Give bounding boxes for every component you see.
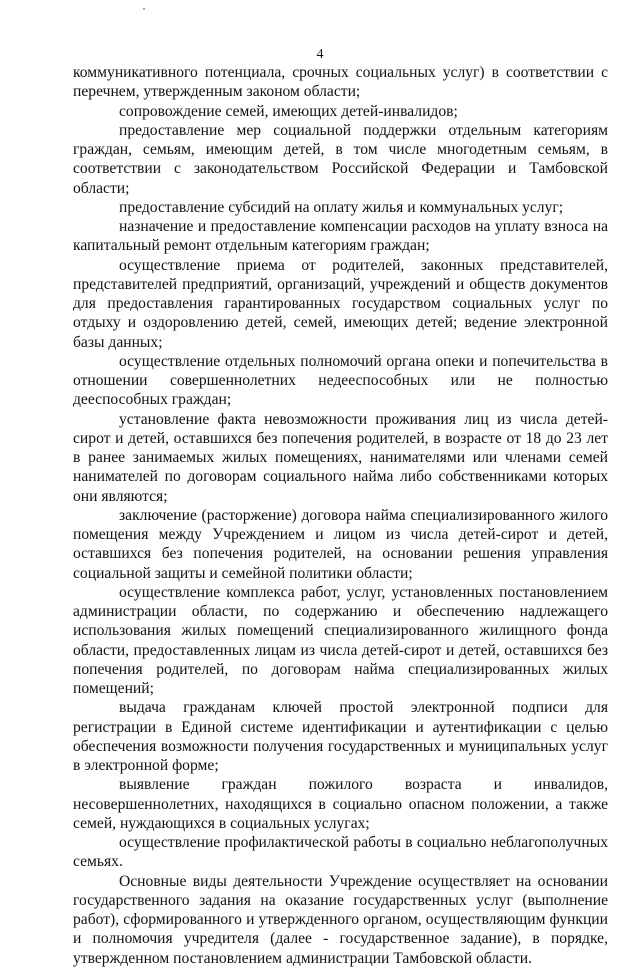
paragraph: сопровождение семей, имеющих детей-инвалидов; bbox=[119, 102, 458, 120]
paragraph: осуществление комплекса работ, услуг, установленных постановлением администрации области, по содержанию и обеспечению надлежащего использования жилых помещений специализированного жилищного фонда области, предоставленных лицам из числа детей-сирот и детей, оставшихся без попечения родителей, по договорам найма специализированных жилых помещений; bbox=[73, 583, 608, 697]
scan-speck bbox=[143, 8, 145, 10]
paragraph: выдача гражданам ключей простой электронной подписи для регистрации в Единой системе идентификации и аутентификации с целью обеспечения возможности получения государственных и муниципальных услуг в электронной форме; bbox=[73, 699, 608, 774]
paragraph: предоставление мер социальной поддержки отдельным категориям граждан, семьям, имеющим детей, в том числе многодетным семьям, в соответствии с законодательством Российской Федерации и Тамбовской области; bbox=[73, 121, 608, 197]
paragraph: заключение (расторжение) договора найма специализированного жилого помещения между Учреждением и лицом из числа детей-сирот и детей, оставшихся без попечения родителей, на основании решения управления социальной защиты и семейной политики области; bbox=[73, 506, 608, 582]
paragraph: Основные виды деятельности Учреждение осуществляет на основании государственного задания на оказание государственных услуг (выполнение работ), сформированного и утвержденного органом, осуществляющим функции и полномочия учредителя (далее - государственное задание), в порядке, утвержденном постановлением администрации Тамбовской области. bbox=[73, 872, 608, 967]
paragraph: выявление граждан пожилого возраста и инвалидов, несовершеннолетних, находящихся в социально опасном положении, а также семей, нуждающихся в социальных услугах; bbox=[73, 776, 608, 832]
paragraph: предоставление субсидий на оплату жилья и коммунальных услуг; bbox=[119, 198, 564, 216]
paragraph: осуществление приема от родителей, законных представителей, представителей предприятий, организаций, учреждений и обществ документов для предоставления гарантированных государством социальных услуг по отдыху и оздоровлению детей, семей, имеющих детей; ведение электронной базы данных; bbox=[73, 256, 608, 351]
paragraph: осуществление профилактической работы в социально неблагополучных семьях. bbox=[73, 834, 608, 871]
paragraph: установление факта невозможности проживания лиц из числа детей-сирот и детей, оставшихся без попечения родителей, в возрасте от 18 до 23 лет в ранее занимаемых жилых помещениях, нанимателями или членами семей нанимателей по договорам социального найма либо собственниками которых они являются; bbox=[73, 410, 608, 505]
document-body bbox=[73, 63, 608, 968]
paragraph: назначение и предоставление компенсации расходов на уплату взноса на капитальный ремонт отдельным категориям граждан; bbox=[73, 218, 608, 255]
page-number: 4 bbox=[316, 47, 324, 62]
paragraph-continuation: коммуникативного потенциала, срочных социальных услуг) в соответствии с перечнем, утвержденным законом области; bbox=[73, 64, 608, 101]
paragraph: осуществление отдельных полномочий органа опеки и попечительства в отношении совершеннолетних недееспособных или не полностью дееспособных граждан; bbox=[73, 352, 608, 409]
